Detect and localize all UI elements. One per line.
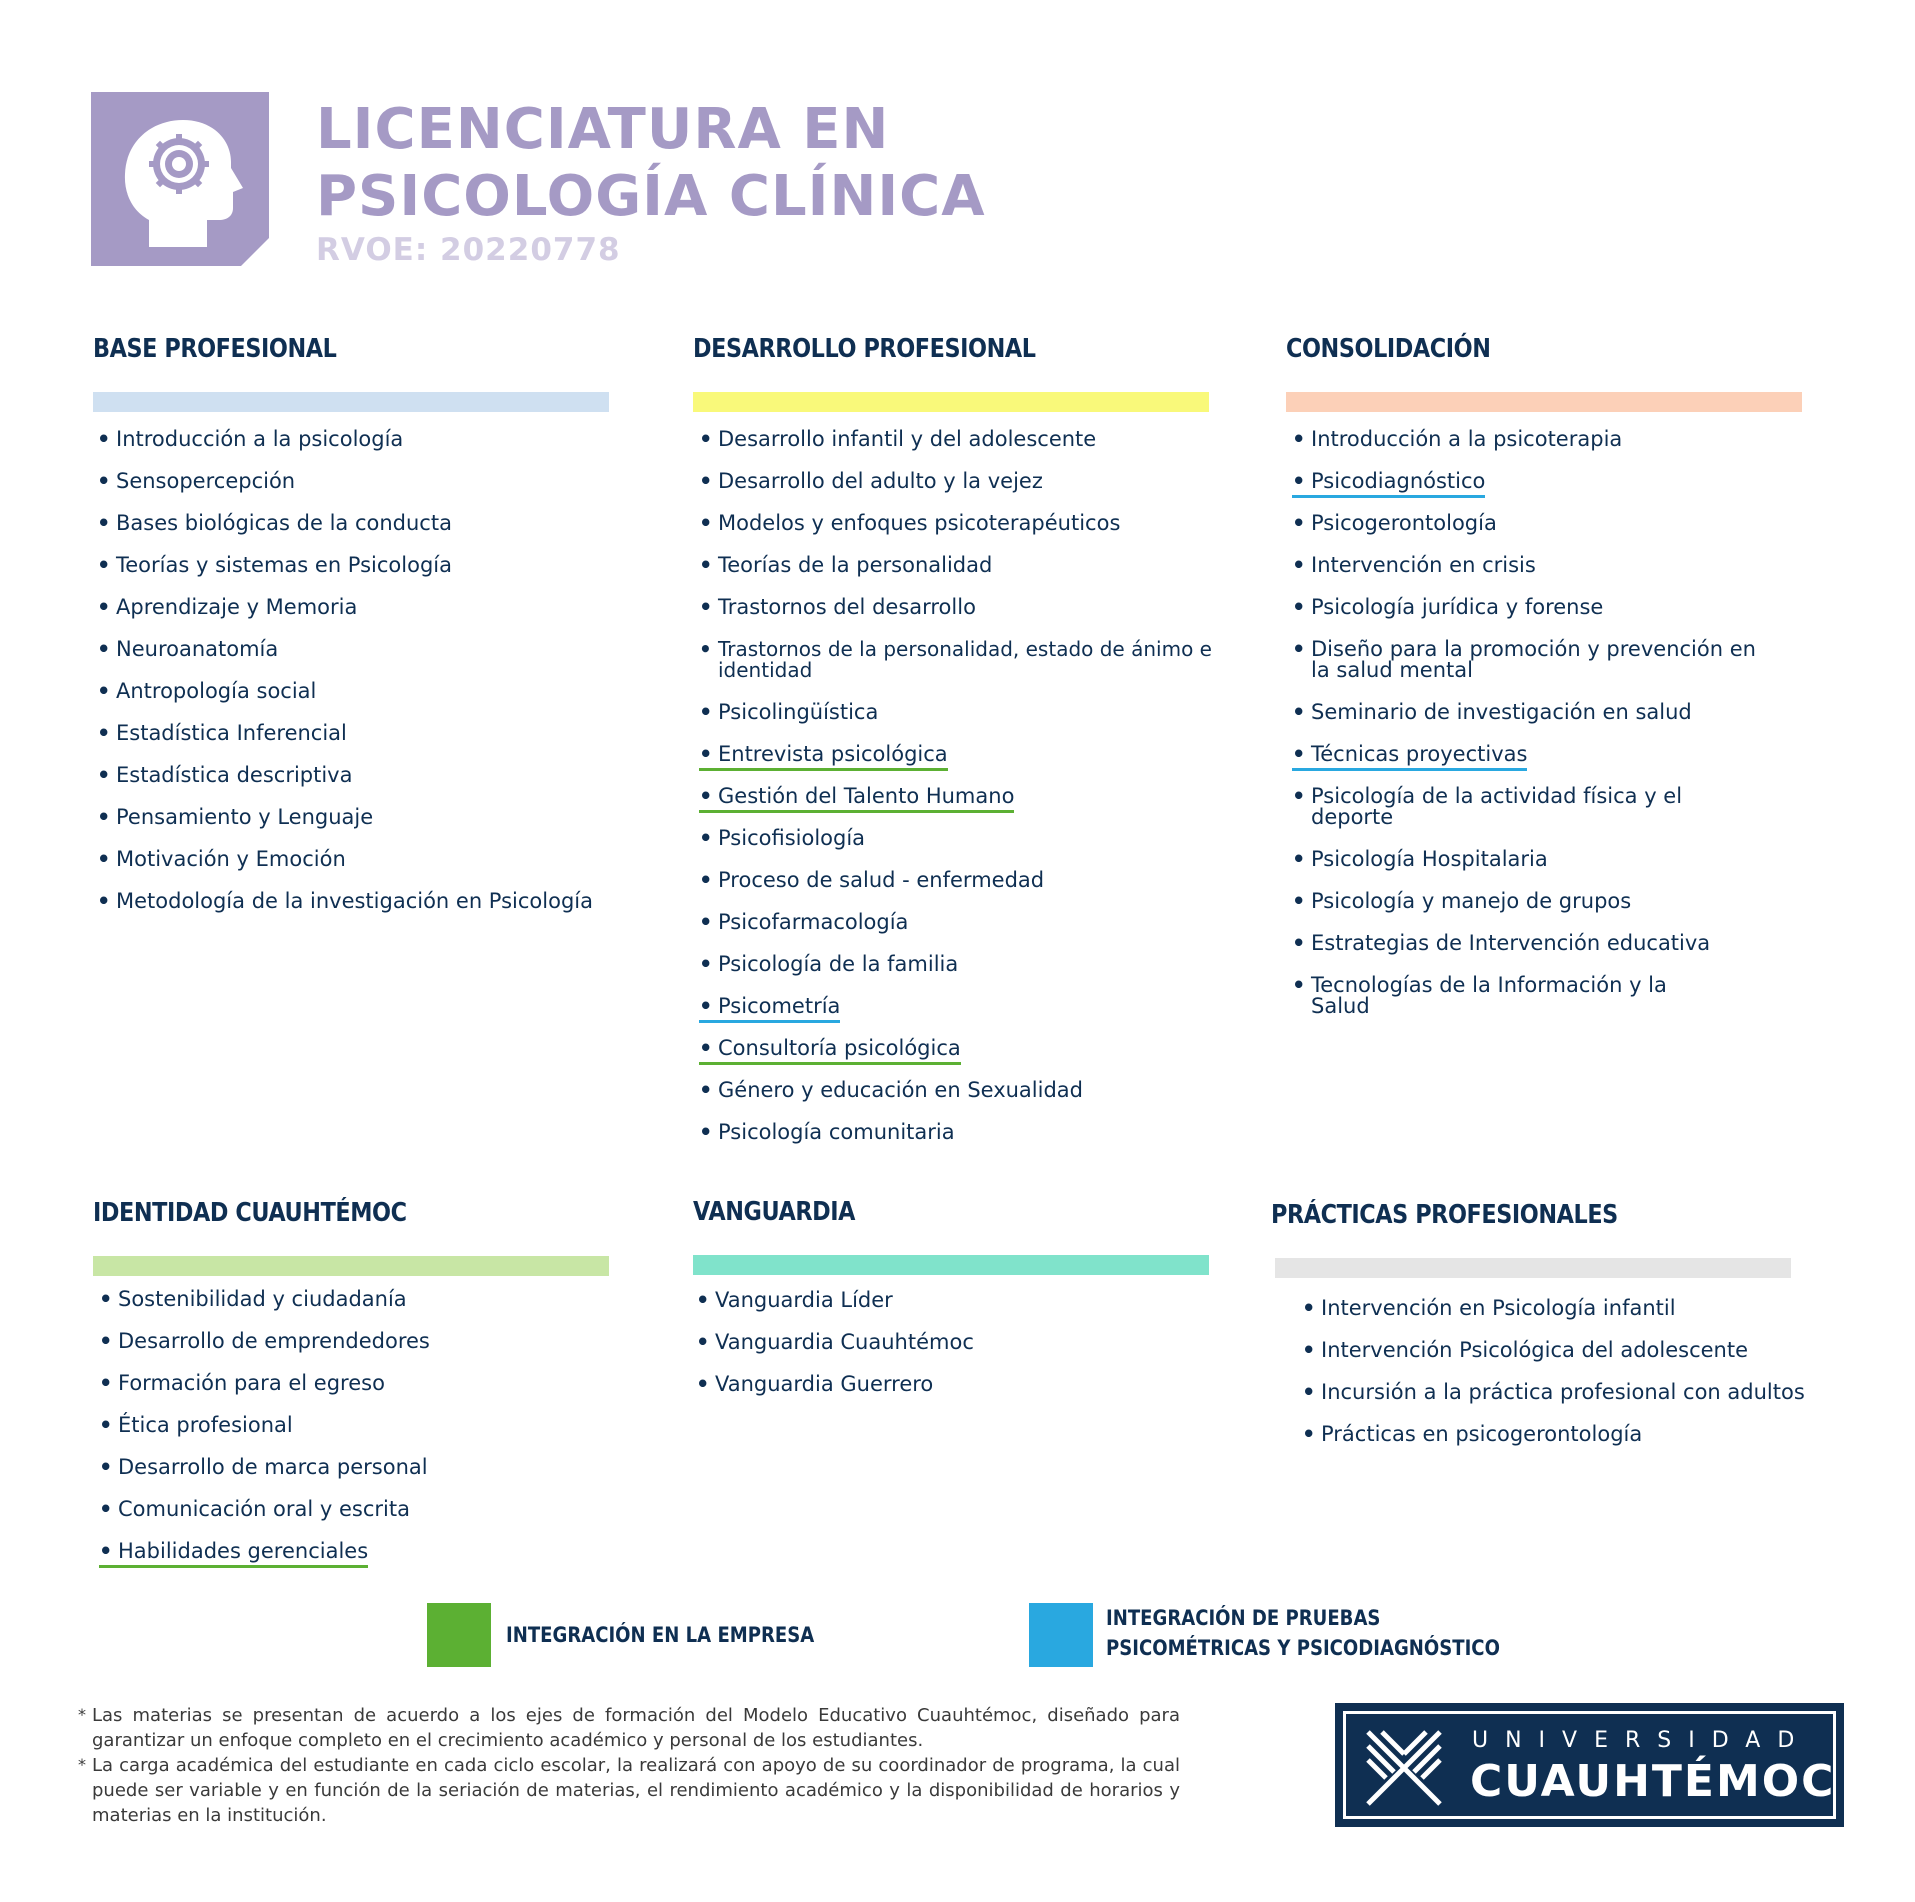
list-item: • Psicología y manejo de grupos: [1292, 889, 1632, 913]
list-item: • Psicofisiología: [699, 826, 866, 850]
head-gear-icon: [91, 92, 269, 266]
program-logo: [91, 92, 269, 266]
course-list: [1292, 429, 1762, 1017]
list-item: • Psicodiagnóstico: [1292, 471, 1485, 498]
list-item: • Psicometría: [699, 996, 840, 1023]
list-item: • Aprendizaje y Memoria: [97, 595, 358, 619]
list-item: • Intervención en crisis: [1292, 553, 1536, 577]
list-item: • Comunicación oral y escrita: [99, 1497, 410, 1521]
list-item: • Trastornos del desarrollo: [699, 595, 976, 619]
list-item: • Introducción a la psicoterapia: [1292, 427, 1623, 451]
list-item: • Introducción a la psicología: [97, 427, 404, 451]
title-line-1: LICENCIATURA EN: [316, 97, 890, 162]
section-bar: [693, 1255, 1209, 1275]
university-logo: [1335, 1703, 1844, 1827]
list-item: • Sensopercepción: [97, 469, 296, 493]
list-item: • Trastornos de la personalidad, estado de ánimo e identidad: [699, 637, 1212, 682]
list-item: • Psicología de la familia: [699, 952, 959, 976]
list-item: • Desarrollo del adulto y la vejez: [699, 469, 1043, 493]
section-title: DESARROLLO PROFESIONAL: [693, 334, 1036, 364]
list-item: • Tecnologías de la Información y la Salud: [1292, 973, 1667, 1018]
section-title: CONSOLIDACIÓN: [1286, 334, 1491, 364]
list-item: • Estadística Inferencial: [97, 721, 347, 745]
list-item: • Gestión del Talento Humano: [699, 786, 1014, 813]
section-bar: [1286, 392, 1802, 412]
list-item: • Estadística descriptiva: [97, 763, 353, 787]
list-item: • Psicología jurídica y forense: [1292, 595, 1604, 619]
list-item: • Neuroanatomía: [97, 637, 279, 661]
section-desarrollo-profesional: [693, 332, 1273, 1164]
section-title: IDENTIDAD CUAUHTÉMOC: [93, 1198, 407, 1228]
list-item: • Motivación y Emoción: [97, 847, 346, 871]
list-item: • Incursión a la práctica profesional con adultos: [1302, 1380, 1805, 1404]
section-vanguardia: [693, 1195, 1213, 1416]
section-consolidacion: [1286, 332, 1826, 1038]
list-item: • Modelos y enfoques psicoterapéuticos: [699, 511, 1121, 535]
list-item: • Prácticas en psicogerontología: [1302, 1422, 1643, 1446]
list-item: • Vanguardia Líder: [696, 1288, 893, 1312]
section-base-profesional: [93, 332, 613, 933]
section-bar: [93, 392, 609, 412]
legend-label-pruebas: INTEGRACIÓN DE PRUEBAS PSICOMÉTRICAS Y PSICODIAGNÓSTICO: [1106, 1606, 1500, 1660]
list-item: • Psicología comunitaria: [699, 1120, 955, 1144]
list-item: • Ética profesional: [99, 1413, 293, 1437]
course-list: [1302, 1298, 1841, 1445]
page-title: [316, 96, 986, 230]
university-label: UNIVERSIDAD: [1472, 1728, 1812, 1753]
list-item: • Psicogerontología: [1292, 511, 1497, 535]
list-item: • Vanguardia Cuauhtémoc: [696, 1330, 974, 1354]
course-list: [696, 1290, 1213, 1395]
list-item: • Género y educación en Sexualidad: [699, 1078, 1083, 1102]
list-item: • Diseño para la promoción y prevención en la salud mental: [1292, 637, 1756, 682]
list-item: • Consultoría psicológica: [699, 1038, 961, 1065]
list-item: • Intervención en Psicología infantil: [1302, 1296, 1676, 1320]
list-item: • Intervención Psicológica del adolescente: [1302, 1338, 1748, 1362]
legend-label-empresa: INTEGRACIÓN EN LA EMPRESA: [506, 1623, 815, 1647]
legend-swatch-empresa: [427, 1603, 491, 1667]
rvoe-code: RVOE: 20220778: [316, 232, 621, 268]
section-bar: [693, 392, 1209, 412]
list-item: • Desarrollo infantil y del adolescente: [699, 427, 1097, 451]
section-identidad-cuauhtemoc: [93, 1196, 613, 1583]
list-item: • Antropología social: [97, 679, 317, 703]
list-item: • Seminario de investigación en salud: [1292, 700, 1692, 724]
university-name: CUAUHTÉMOC: [1470, 1756, 1836, 1807]
legend-swatch-pruebas: [1029, 1603, 1093, 1667]
list-item: • Teorías y sistemas en Psicología: [97, 553, 452, 577]
list-item: • Desarrollo de marca personal: [99, 1455, 428, 1479]
list-item: • Bases biológicas de la conducta: [97, 511, 452, 535]
course-list: [97, 429, 613, 912]
section-bar: [1275, 1258, 1791, 1278]
list-item: • Metodología de la investigación en Psicología: [97, 889, 593, 913]
list-item: • Psicología Hospitalaria: [1292, 847, 1548, 871]
course-list: [99, 1289, 613, 1568]
section-title: VANGUARDIA: [693, 1197, 856, 1227]
uc-emblem-icon: [1364, 1728, 1444, 1808]
list-item: • Proceso de salud - enfermedad: [699, 868, 1045, 892]
list-item: • Teorías de la personalidad: [699, 553, 993, 577]
list-item: • Entrevista psicológica: [699, 744, 948, 771]
list-item: • Estrategias de Intervención educativa: [1292, 931, 1711, 955]
list-item: • Psicología de la actividad física y el deporte: [1292, 784, 1683, 829]
footnote: * Las materias se presentan de acuerdo a los ejes de formación del Modelo Educativo Cuauhtémoc, diseñado para garantizar un enfoque completo en el crecimiento académico y personal de los estudiantes.: [78, 1705, 1180, 1751]
course-list: [699, 429, 1269, 1143]
title-line-2: PSICOLOGÍA CLÍNICA: [316, 164, 986, 229]
list-item: • Sostenibilidad y ciudadanía: [99, 1287, 407, 1311]
section-title: PRÁCTICAS PROFESIONALES: [1271, 1200, 1618, 1230]
list-item: • Formación para el egreso: [99, 1371, 385, 1395]
list-item: • Psicolingüística: [699, 700, 879, 724]
list-item: • Desarrollo de emprendedores: [99, 1329, 430, 1353]
section-title: BASE PROFESIONAL: [93, 334, 337, 364]
list-item: • Técnicas proyectivas: [1292, 744, 1527, 771]
list-item: • Pensamiento y Lenguaje: [97, 805, 374, 829]
footnote: * La carga académica del estudiante en cada ciclo escolar, la realizará con apoyo de su coordinador de programa, la cual puede ser variable y en función de la seriación de materias, el rendimiento académico y la disponibilidad de horarios y materias en la institución.: [78, 1755, 1180, 1826]
section-bar: [93, 1256, 609, 1276]
footnotes: [78, 1703, 1180, 1828]
list-item: • Vanguardia Guerrero: [696, 1372, 934, 1396]
list-item: • Habilidades gerenciales: [99, 1541, 368, 1568]
section-practicas-profesionales: [1271, 1198, 1841, 1466]
list-item: • Psicofarmacología: [699, 910, 909, 934]
